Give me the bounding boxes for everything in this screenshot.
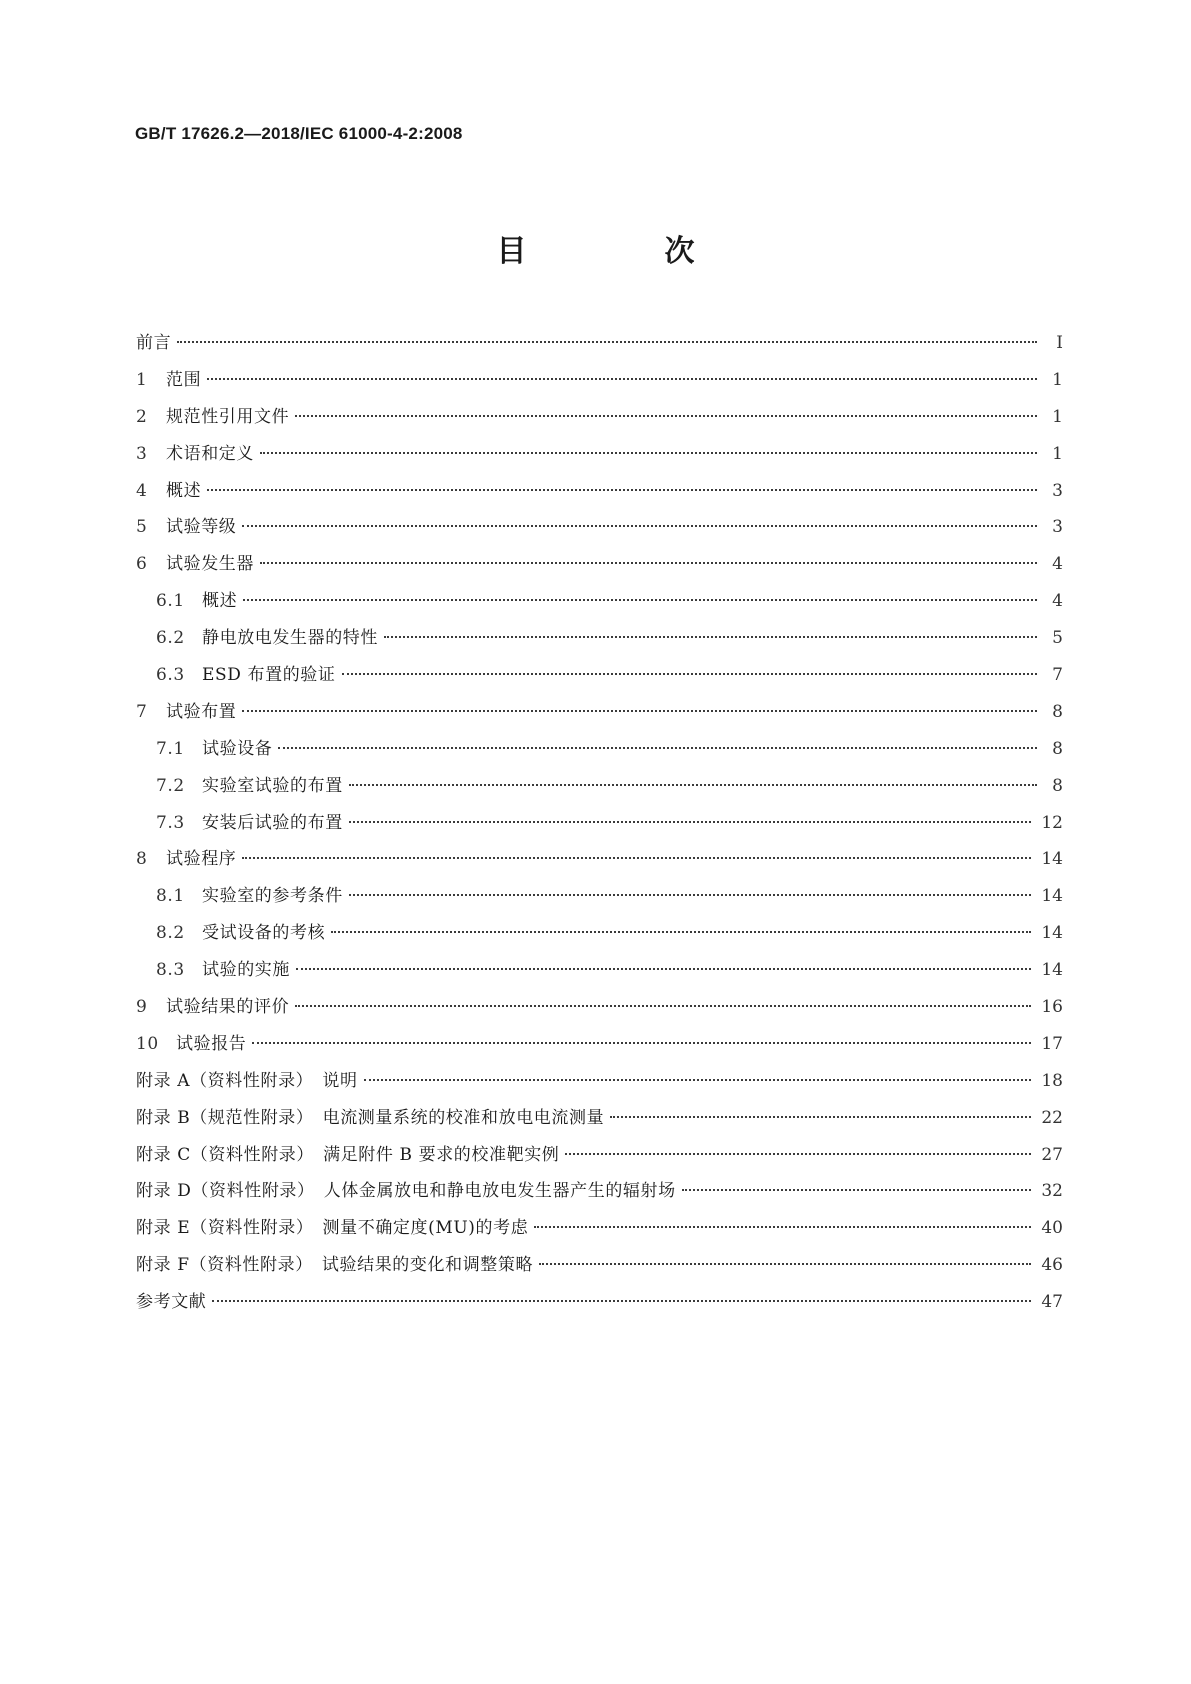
toc-entry-label xyxy=(136,546,260,583)
toc-entry-page: 18 xyxy=(1041,1070,1063,1091)
toc-entry-6-2[interactable] xyxy=(136,620,1063,657)
toc-entry-label xyxy=(156,731,278,768)
toc-entry-label xyxy=(156,583,243,620)
toc-entry-label: 附录 A（资料性附录） 说明 xyxy=(136,1070,358,1091)
toc-entry-page: 5 xyxy=(1052,628,1063,649)
toc-entry-number: 1 xyxy=(136,369,148,390)
toc-entry-page: 1 xyxy=(1052,369,1063,390)
toc-dot-leader xyxy=(682,1189,1032,1191)
toc-entry-annex-b[interactable] xyxy=(136,1100,1063,1137)
toc-entry-title: 试验结果的评价 xyxy=(166,997,290,1018)
page-title: 目 次 xyxy=(496,234,749,269)
toc-dot-leader xyxy=(349,784,1037,786)
toc-dot-leader xyxy=(252,1042,1031,1044)
toc-entry-foreword[interactable] xyxy=(136,325,1063,362)
toc-entry-label xyxy=(136,436,260,473)
toc-dot-leader xyxy=(242,525,1037,527)
toc-dot-leader xyxy=(243,599,1037,601)
toc-entry-page: 16 xyxy=(1041,997,1063,1018)
toc-dot-leader xyxy=(260,452,1037,454)
toc-entry-label: 参考文献 xyxy=(136,1292,207,1313)
toc-dot-leader xyxy=(296,968,1031,970)
toc-entry-number: 7.2 xyxy=(156,775,185,796)
toc-entry-number: 6.3 xyxy=(156,665,185,686)
toc-dot-leader xyxy=(207,489,1037,491)
toc-entry-label: 附录 F（资料性附录） 试验结果的变化和调整策略 xyxy=(136,1255,534,1276)
toc-entry-4[interactable] xyxy=(136,473,1063,510)
toc-entry-10[interactable] xyxy=(136,1026,1063,1063)
toc-entry-label xyxy=(156,620,384,657)
toc-entry-6-1[interactable] xyxy=(136,583,1063,620)
table-of-contents xyxy=(136,325,1063,1321)
toc-dot-leader xyxy=(295,415,1037,417)
toc-entry-label: 附录 B（规范性附录） 电流测量系统的校准和放电电流测量 xyxy=(136,1107,605,1128)
toc-entry-label: 前言 xyxy=(136,333,172,353)
toc-entry-number: 7 xyxy=(136,701,148,722)
toc-dot-leader xyxy=(177,341,1037,343)
toc-entry-bibliography[interactable] xyxy=(136,1284,1063,1321)
toc-entry-page: 14 xyxy=(1041,886,1063,907)
toc-entry-2[interactable] xyxy=(136,399,1063,436)
toc-entry-7-1[interactable] xyxy=(136,731,1063,768)
toc-entry-label: 附录 C（资料性附录） 满足附件 B 要求的校准靶实例 xyxy=(136,1144,560,1165)
toc-entry-page: 7 xyxy=(1052,665,1063,686)
toc-dot-leader xyxy=(534,1226,1031,1228)
toc-entry-page: 4 xyxy=(1052,591,1063,612)
toc-entry-label xyxy=(156,805,349,842)
toc-entry-number: 5 xyxy=(136,517,148,538)
toc-entry-label xyxy=(136,989,295,1026)
toc-entry-number: 4 xyxy=(136,480,148,501)
toc-entry-title: 安装后试验的布置 xyxy=(202,812,343,833)
toc-entry-annex-a[interactable] xyxy=(136,1063,1063,1100)
toc-entry-annex-d[interactable] xyxy=(136,1173,1063,1210)
toc-entry-title: 规范性引用文件 xyxy=(166,406,290,427)
toc-entry-label xyxy=(156,657,342,694)
toc-entry-number: 7.3 xyxy=(156,812,185,833)
toc-entry-page: 14 xyxy=(1041,960,1063,981)
toc-entry-page: 4 xyxy=(1052,554,1063,575)
toc-entry-page: 40 xyxy=(1041,1218,1063,1239)
toc-entry-title: ESD 布置的验证 xyxy=(202,665,336,686)
toc-entry-page: Ⅰ xyxy=(1056,333,1063,353)
toc-entry-8-1[interactable] xyxy=(136,878,1063,915)
standard-code-header: GB/T 17626.2—2018/IEC 61000-4-2:2008 xyxy=(135,124,463,143)
toc-dot-leader xyxy=(539,1263,1031,1265)
toc-entry-8[interactable] xyxy=(136,841,1063,878)
toc-entry-page: 1 xyxy=(1052,406,1063,427)
toc-dot-leader xyxy=(207,378,1037,380)
toc-entry-number: 10 xyxy=(136,1033,159,1054)
toc-entry-label xyxy=(136,1026,252,1063)
toc-entry-title: 静电放电发生器的特性 xyxy=(202,628,378,649)
toc-entry-title: 受试设备的考核 xyxy=(202,923,326,944)
toc-entry-page: 3 xyxy=(1052,517,1063,538)
toc-dot-leader xyxy=(349,894,1032,896)
toc-entry-7-2[interactable] xyxy=(136,768,1063,805)
toc-dot-leader xyxy=(342,673,1038,675)
toc-entry-label xyxy=(136,509,242,546)
toc-entry-6-3[interactable] xyxy=(136,657,1063,694)
toc-entry-number: 8.1 xyxy=(156,886,185,907)
toc-entry-title: 试验发生器 xyxy=(166,554,254,575)
toc-entry-number: 3 xyxy=(136,443,148,464)
toc-entry-number: 8 xyxy=(136,849,148,870)
toc-entry-title: 试验的实施 xyxy=(202,960,290,981)
toc-dot-leader xyxy=(364,1079,1032,1081)
toc-entry-label: 附录 D（资料性附录） 人体金属放电和静电放电发生器产生的辐射场 xyxy=(136,1181,676,1202)
toc-entry-6[interactable] xyxy=(136,546,1063,583)
toc-entry-title: 实验室试验的布置 xyxy=(202,775,343,796)
toc-entry-number: 6 xyxy=(136,554,148,575)
toc-dot-leader xyxy=(331,931,1031,933)
toc-entry-number: 8.2 xyxy=(156,923,185,944)
toc-entry-label xyxy=(136,473,207,510)
toc-entry-page: 14 xyxy=(1041,849,1063,870)
toc-entry-number: 9 xyxy=(136,997,148,1018)
toc-entry-8-3[interactable] xyxy=(136,952,1063,989)
toc-entry-title: 试验布置 xyxy=(166,701,237,722)
toc-entry-title: 概述 xyxy=(202,591,238,612)
toc-entry-page: 3 xyxy=(1052,480,1063,501)
toc-entry-label xyxy=(136,399,295,436)
toc-entry-title: 试验设备 xyxy=(202,738,273,759)
toc-entry-3[interactable] xyxy=(136,436,1063,473)
toc-entry-title: 试验报告 xyxy=(176,1033,247,1054)
toc-entry-label xyxy=(136,362,207,399)
toc-entry-page: 8 xyxy=(1052,701,1063,722)
toc-entry-annex-f[interactable] xyxy=(136,1247,1063,1284)
toc-dot-leader xyxy=(565,1153,1031,1155)
toc-entry-5[interactable] xyxy=(136,509,1063,546)
toc-dot-leader xyxy=(610,1116,1031,1118)
toc-entry-number: 6.2 xyxy=(156,628,185,649)
toc-entry-title: 试验等级 xyxy=(166,517,237,538)
toc-entry-number: 2 xyxy=(136,406,148,427)
toc-entry-page: 12 xyxy=(1041,812,1063,833)
toc-dot-leader xyxy=(278,747,1037,749)
toc-entry-page: 17 xyxy=(1041,1033,1063,1054)
toc-entry-number: 6.1 xyxy=(156,591,185,612)
toc-entry-title: 实验室的参考条件 xyxy=(202,886,343,907)
toc-dot-leader xyxy=(384,636,1037,638)
toc-dot-leader xyxy=(295,1005,1031,1007)
toc-entry-label: 附录 E（资料性附录） 测量不确定度(MU)的考虑 xyxy=(136,1218,529,1239)
toc-entry-page: 8 xyxy=(1052,738,1063,759)
toc-entry-page: 14 xyxy=(1041,923,1063,944)
toc-entry-label xyxy=(156,768,349,805)
toc-entry-page: 46 xyxy=(1041,1255,1063,1276)
toc-entry-title: 试验程序 xyxy=(166,849,237,870)
toc-entry-page: 27 xyxy=(1041,1144,1063,1165)
toc-entry-number: 8.3 xyxy=(156,960,185,981)
toc-entry-label xyxy=(136,841,242,878)
toc-entry-title: 术语和定义 xyxy=(166,443,254,464)
toc-entry-7-3[interactable] xyxy=(136,805,1063,842)
toc-entry-page: 8 xyxy=(1052,775,1063,796)
toc-entry-page: 22 xyxy=(1041,1107,1063,1128)
toc-entry-annex-c[interactable] xyxy=(136,1137,1063,1174)
toc-entry-label xyxy=(156,878,349,915)
toc-entry-9[interactable] xyxy=(136,989,1063,1026)
toc-entry-annex-e[interactable] xyxy=(136,1210,1063,1247)
toc-entry-page: 47 xyxy=(1041,1292,1063,1313)
toc-entry-title: 概述 xyxy=(166,480,202,501)
toc-entry-1[interactable] xyxy=(136,362,1063,399)
toc-dot-leader xyxy=(260,562,1037,564)
toc-entry-title: 范围 xyxy=(166,369,202,390)
toc-entry-8-2[interactable] xyxy=(136,915,1063,952)
toc-dot-leader xyxy=(349,821,1032,823)
toc-entry-page: 1 xyxy=(1052,443,1063,464)
toc-entry-label xyxy=(136,694,242,731)
toc-dot-leader xyxy=(242,857,1031,859)
toc-entry-number: 7.1 xyxy=(156,738,185,759)
toc-entry-label xyxy=(156,915,331,952)
toc-dot-leader xyxy=(212,1300,1031,1302)
toc-entry-7[interactable] xyxy=(136,694,1063,731)
toc-entry-label xyxy=(156,952,296,989)
toc-dot-leader xyxy=(242,710,1037,712)
toc-entry-page: 32 xyxy=(1041,1181,1063,1202)
